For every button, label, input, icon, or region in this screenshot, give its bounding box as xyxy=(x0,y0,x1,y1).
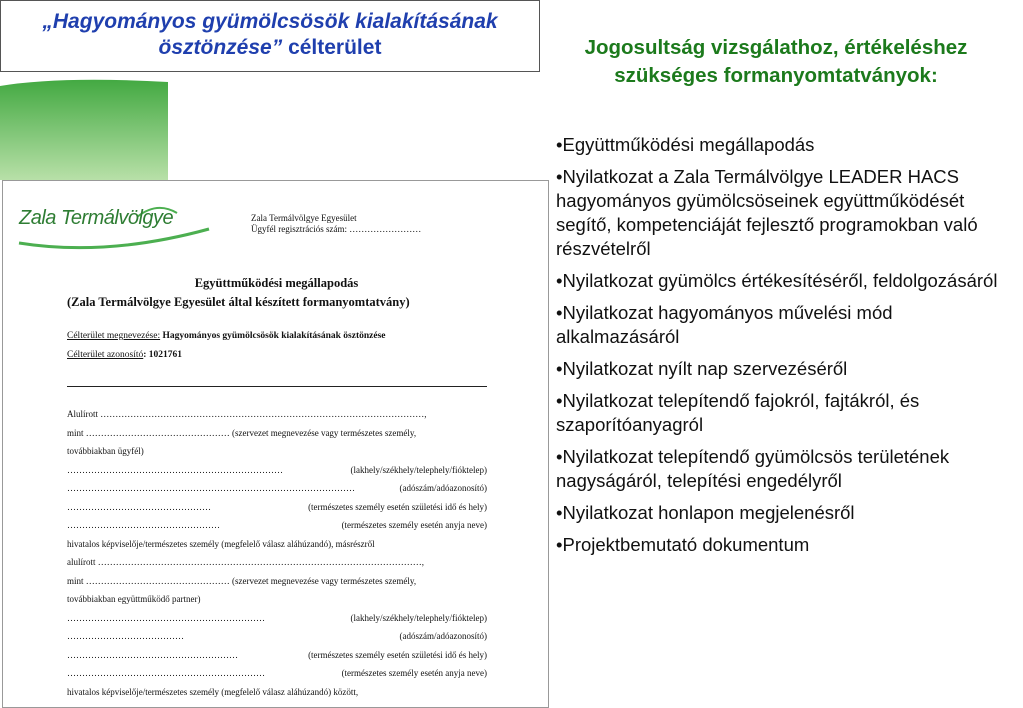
form-row xyxy=(67,631,487,641)
form-row-hint: (természetes személy esetén anyja neve) xyxy=(341,520,487,530)
list-item: •Nyilatkozat gyümölcs értékesítéséről, feldolgozásáról xyxy=(556,270,998,291)
id-line xyxy=(67,350,182,360)
form-row xyxy=(67,409,487,419)
divider xyxy=(67,386,487,387)
doc-title: Együttműködési megállapodás xyxy=(194,276,359,290)
form-row-hint: (természetes személy esetén születési idő és hely) xyxy=(308,501,487,512)
form-row-hint: (lakhely/székhely/telephely/fióktelep) xyxy=(350,612,487,623)
logo-text: Zala Termálvölgye xyxy=(19,207,174,229)
forms-list xyxy=(556,133,1016,565)
form-row-text: mint ………………………………………… (szervezet megnevezése vagy természetes személy, xyxy=(67,427,417,438)
form-row-text: ………………………………………………… xyxy=(67,649,238,660)
form-row xyxy=(67,428,487,438)
form-row-text: ………………………………………………………… xyxy=(67,612,265,623)
list-item: •Nyilatkozat a Zala Termálvölgye LEADER HACS hagyományos gyümölcsöseinek együttműködését segítő, kompetenciáját fejlesztő programokban való részvételről xyxy=(556,166,978,259)
slide-title-italic: „Hagyományos gyümölcsösök kialakításának ösztönzése” xyxy=(42,10,498,59)
org-line-2: Ügyfél regisztrációs szám: …………………… xyxy=(251,224,422,234)
form-row xyxy=(67,465,487,475)
doc-subtitle: (Zala Termálvölgye Egyesület által készített formanyomtatvány) xyxy=(67,295,410,309)
form-row-hint: (természetes személy esetén anyja neve) xyxy=(341,668,487,678)
form-row xyxy=(67,557,487,567)
forms-heading: Jogosultság vizsgálathoz, értékeléshez szükséges formanyomtatványok: xyxy=(584,36,968,87)
list-item: •Együttműködési megállapodás xyxy=(556,134,815,155)
form-row-text: továbbiakban együttműködő partner) xyxy=(67,594,201,604)
form-row-text: ……………………………………………………………… xyxy=(67,464,283,475)
green-decoration xyxy=(0,72,168,180)
form-row-hint: (adószám/adóazonosító) xyxy=(399,483,487,493)
list-item: •Projektbemutató dokumentum xyxy=(556,534,810,555)
target-line xyxy=(67,331,386,341)
form-row-text: …………………………………………………………………………………… xyxy=(67,483,355,493)
slide-title xyxy=(0,0,540,72)
form-row-text: ………………………………………………………… xyxy=(67,668,265,678)
list-item: •Nyilatkozat hagyományos művelési mód alkalmazásáról xyxy=(556,302,893,347)
org-info xyxy=(251,213,421,235)
list-item: •Nyilatkozat telepítendő fajokról, fajtákról, és szaporítóanyagról xyxy=(556,390,920,435)
form-row xyxy=(67,687,487,697)
list-item: •Nyilatkozat telepítendő gyümölcsös területének nagyságáról, telepítési engedélyről xyxy=(556,446,950,491)
form-row-text: …………………………………………… xyxy=(67,520,220,530)
form-row-text: ………………………………………… xyxy=(67,501,211,512)
form-row xyxy=(67,613,487,623)
form-row xyxy=(67,446,487,456)
form-row xyxy=(67,668,487,678)
form-row xyxy=(67,502,487,512)
form-row-text: hivatalos képviselője/természetes személy (megfelelő válasz aláhúzandó), másrészről xyxy=(67,538,375,549)
target-value: Hagyományos gyümölcsösök kialakításának ösztönzése xyxy=(160,331,386,341)
form-row-text: alulírott ………………………………………………………………………………………………, xyxy=(67,557,424,567)
form-row-hint: (természetes személy esetén születési idő és hely) xyxy=(308,649,487,660)
form-row-text: továbbiakban ügyfél) xyxy=(67,446,144,456)
list-item: •Nyilatkozat nyílt nap szervezéséről xyxy=(556,358,848,379)
form-document-preview xyxy=(2,180,549,708)
form-row-text: ………………………………… xyxy=(67,631,184,641)
id-label: Célterület azonosító xyxy=(67,350,144,360)
form-row-text: Alulírott ………………………………………………………………………………………………, xyxy=(67,409,427,419)
form-row-text: hivatalos képviselője/természetes személy (megfelelő válasz aláhúzandó) között, xyxy=(67,686,359,697)
form-row xyxy=(67,650,487,660)
org-line-1: Zala Termálvölgye Egyesület xyxy=(251,213,357,223)
form-row xyxy=(67,594,487,604)
form-row xyxy=(67,576,487,586)
slide-title-rest: célterület xyxy=(282,36,382,59)
form-row-text: mint ………………………………………… (szervezet megnevezése vagy természetes személy, xyxy=(67,575,417,586)
form-row xyxy=(67,483,487,493)
id-value: : 1021761 xyxy=(143,350,183,360)
target-label: Célterület megnevezése: xyxy=(67,331,161,341)
form-row xyxy=(67,520,487,530)
form-row-hint: (lakhely/székhely/telephely/fióktelep) xyxy=(350,464,487,475)
form-row xyxy=(67,539,487,549)
form-row-hint: (adószám/adóazonosító) xyxy=(399,631,487,641)
list-item: •Nyilatkozat honlapon megjelenésről xyxy=(556,502,855,523)
